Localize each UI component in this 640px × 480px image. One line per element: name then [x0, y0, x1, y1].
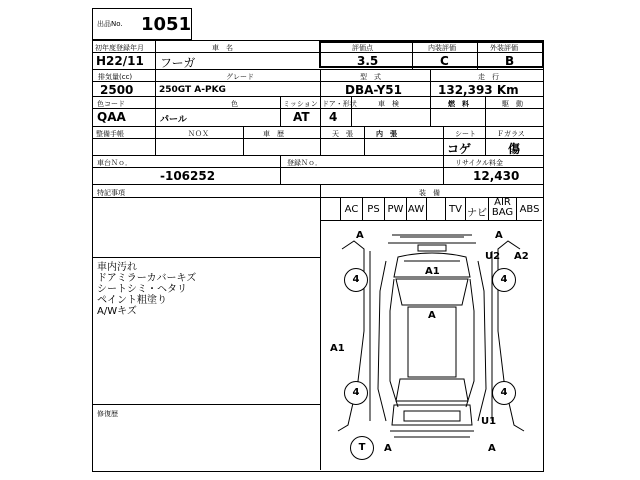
chassis-label: 車台Ｎｏ．: [97, 159, 132, 167]
roof-label: 天 張: [332, 130, 353, 138]
mileage-value: 132,393 Km: [438, 83, 519, 97]
tire-rear-right: 4: [492, 381, 516, 405]
note-line: ドアミラーカバーキズ: [97, 273, 197, 284]
damage-mark: A1: [330, 343, 345, 354]
recycle-label: リサイクル料金: [455, 159, 504, 167]
exterior-label: 外装評価: [490, 44, 518, 52]
equip-abs: ABS: [519, 204, 540, 215]
fuel-label: 燃 料: [448, 100, 469, 108]
type-value: DBA-Y51: [345, 83, 402, 97]
damage-mark: A2: [514, 251, 529, 262]
exterior-value: B: [505, 54, 515, 68]
note-line: A/Wキズ: [97, 306, 137, 317]
type-label: 型 式: [360, 73, 381, 81]
grade-value: 250GT A-PKG: [159, 85, 226, 95]
damage-mark: A: [488, 443, 496, 454]
model-value: フーガ: [160, 56, 196, 70]
cc-label: 排気量(cc): [98, 73, 133, 81]
damage-mark: A1: [425, 266, 440, 277]
year-value: H22/11: [96, 54, 144, 68]
score-value: 3.5: [357, 54, 379, 68]
glass-label: Ｆガラス: [497, 130, 525, 138]
lot-box: [92, 8, 192, 40]
damage-mark: U2: [485, 251, 501, 262]
color-value: パール: [160, 115, 187, 125]
maintenance-label: 整備手帳: [96, 130, 124, 138]
mileage-label: 走 行: [478, 73, 499, 81]
damage-mark: A: [356, 230, 364, 241]
grade-label: グレード: [226, 73, 254, 81]
registration-label: 登録Ｎｏ．: [287, 159, 322, 167]
lot-number: 1051: [141, 14, 192, 35]
damage-mark: A: [384, 443, 392, 454]
doors-label: ドア・形状: [322, 100, 357, 108]
notes-list: [97, 262, 196, 317]
cc-value: 2500: [100, 83, 134, 97]
mission-value: AT: [293, 110, 310, 124]
model-label: 車 名: [212, 44, 233, 52]
chassis-value: -106252: [160, 169, 216, 183]
tire-rear-left: 4: [344, 381, 368, 405]
tire-front-right: 4: [492, 268, 516, 292]
color-code-value: QAA: [97, 110, 126, 124]
recycle-value: 12,430: [473, 169, 520, 183]
equip-tv: TV: [449, 204, 462, 215]
equipment-label: 装 備: [419, 189, 440, 197]
note-line: シートシミ・ヘタリ: [97, 284, 187, 295]
damage-mark: U1: [481, 416, 497, 427]
repair-label: 修復歴: [97, 410, 118, 418]
equip-aw: AW: [407, 204, 425, 215]
equip-pw: PW: [387, 204, 404, 215]
equip-ac: AC: [344, 204, 359, 215]
seat-value: コゲ: [447, 142, 472, 156]
note-line: ペイント粗塗り: [97, 295, 167, 306]
score-label: 評価点: [352, 44, 373, 52]
note-line: 車内汚れ: [97, 262, 137, 273]
mission-label: ミッション: [283, 100, 318, 108]
damage-mark: A: [495, 230, 503, 241]
year-label: 初年度登録年月: [95, 44, 144, 52]
interior-upholstery-label: 内 張: [376, 130, 397, 138]
color-code-label: 色コード: [97, 100, 125, 108]
equip-ps: PS: [367, 204, 380, 215]
spare-tire: T: [350, 436, 374, 460]
nox-label: ＮＯＸ: [188, 130, 209, 138]
drive-label: 駆 動: [502, 100, 523, 108]
interior-value: C: [440, 54, 449, 68]
doors-value: 4: [329, 110, 338, 124]
notes-label: 特記事項: [97, 189, 125, 197]
lot-label: 出品No.: [97, 20, 123, 28]
equip-navi: ナビ: [467, 208, 487, 219]
glass-value: 傷: [508, 142, 521, 156]
equip-airbag: AIR BAG: [491, 197, 514, 218]
color-label: 色: [231, 100, 238, 108]
history-label: 車 歴: [263, 130, 284, 138]
interior-label: 内装評価: [428, 44, 456, 52]
inspection-label: 車 検: [378, 100, 399, 108]
damage-mark: A: [428, 310, 436, 321]
car-diagram: [320, 221, 542, 470]
tire-front-left: 4: [344, 268, 368, 292]
seat-label: シート: [455, 130, 476, 138]
